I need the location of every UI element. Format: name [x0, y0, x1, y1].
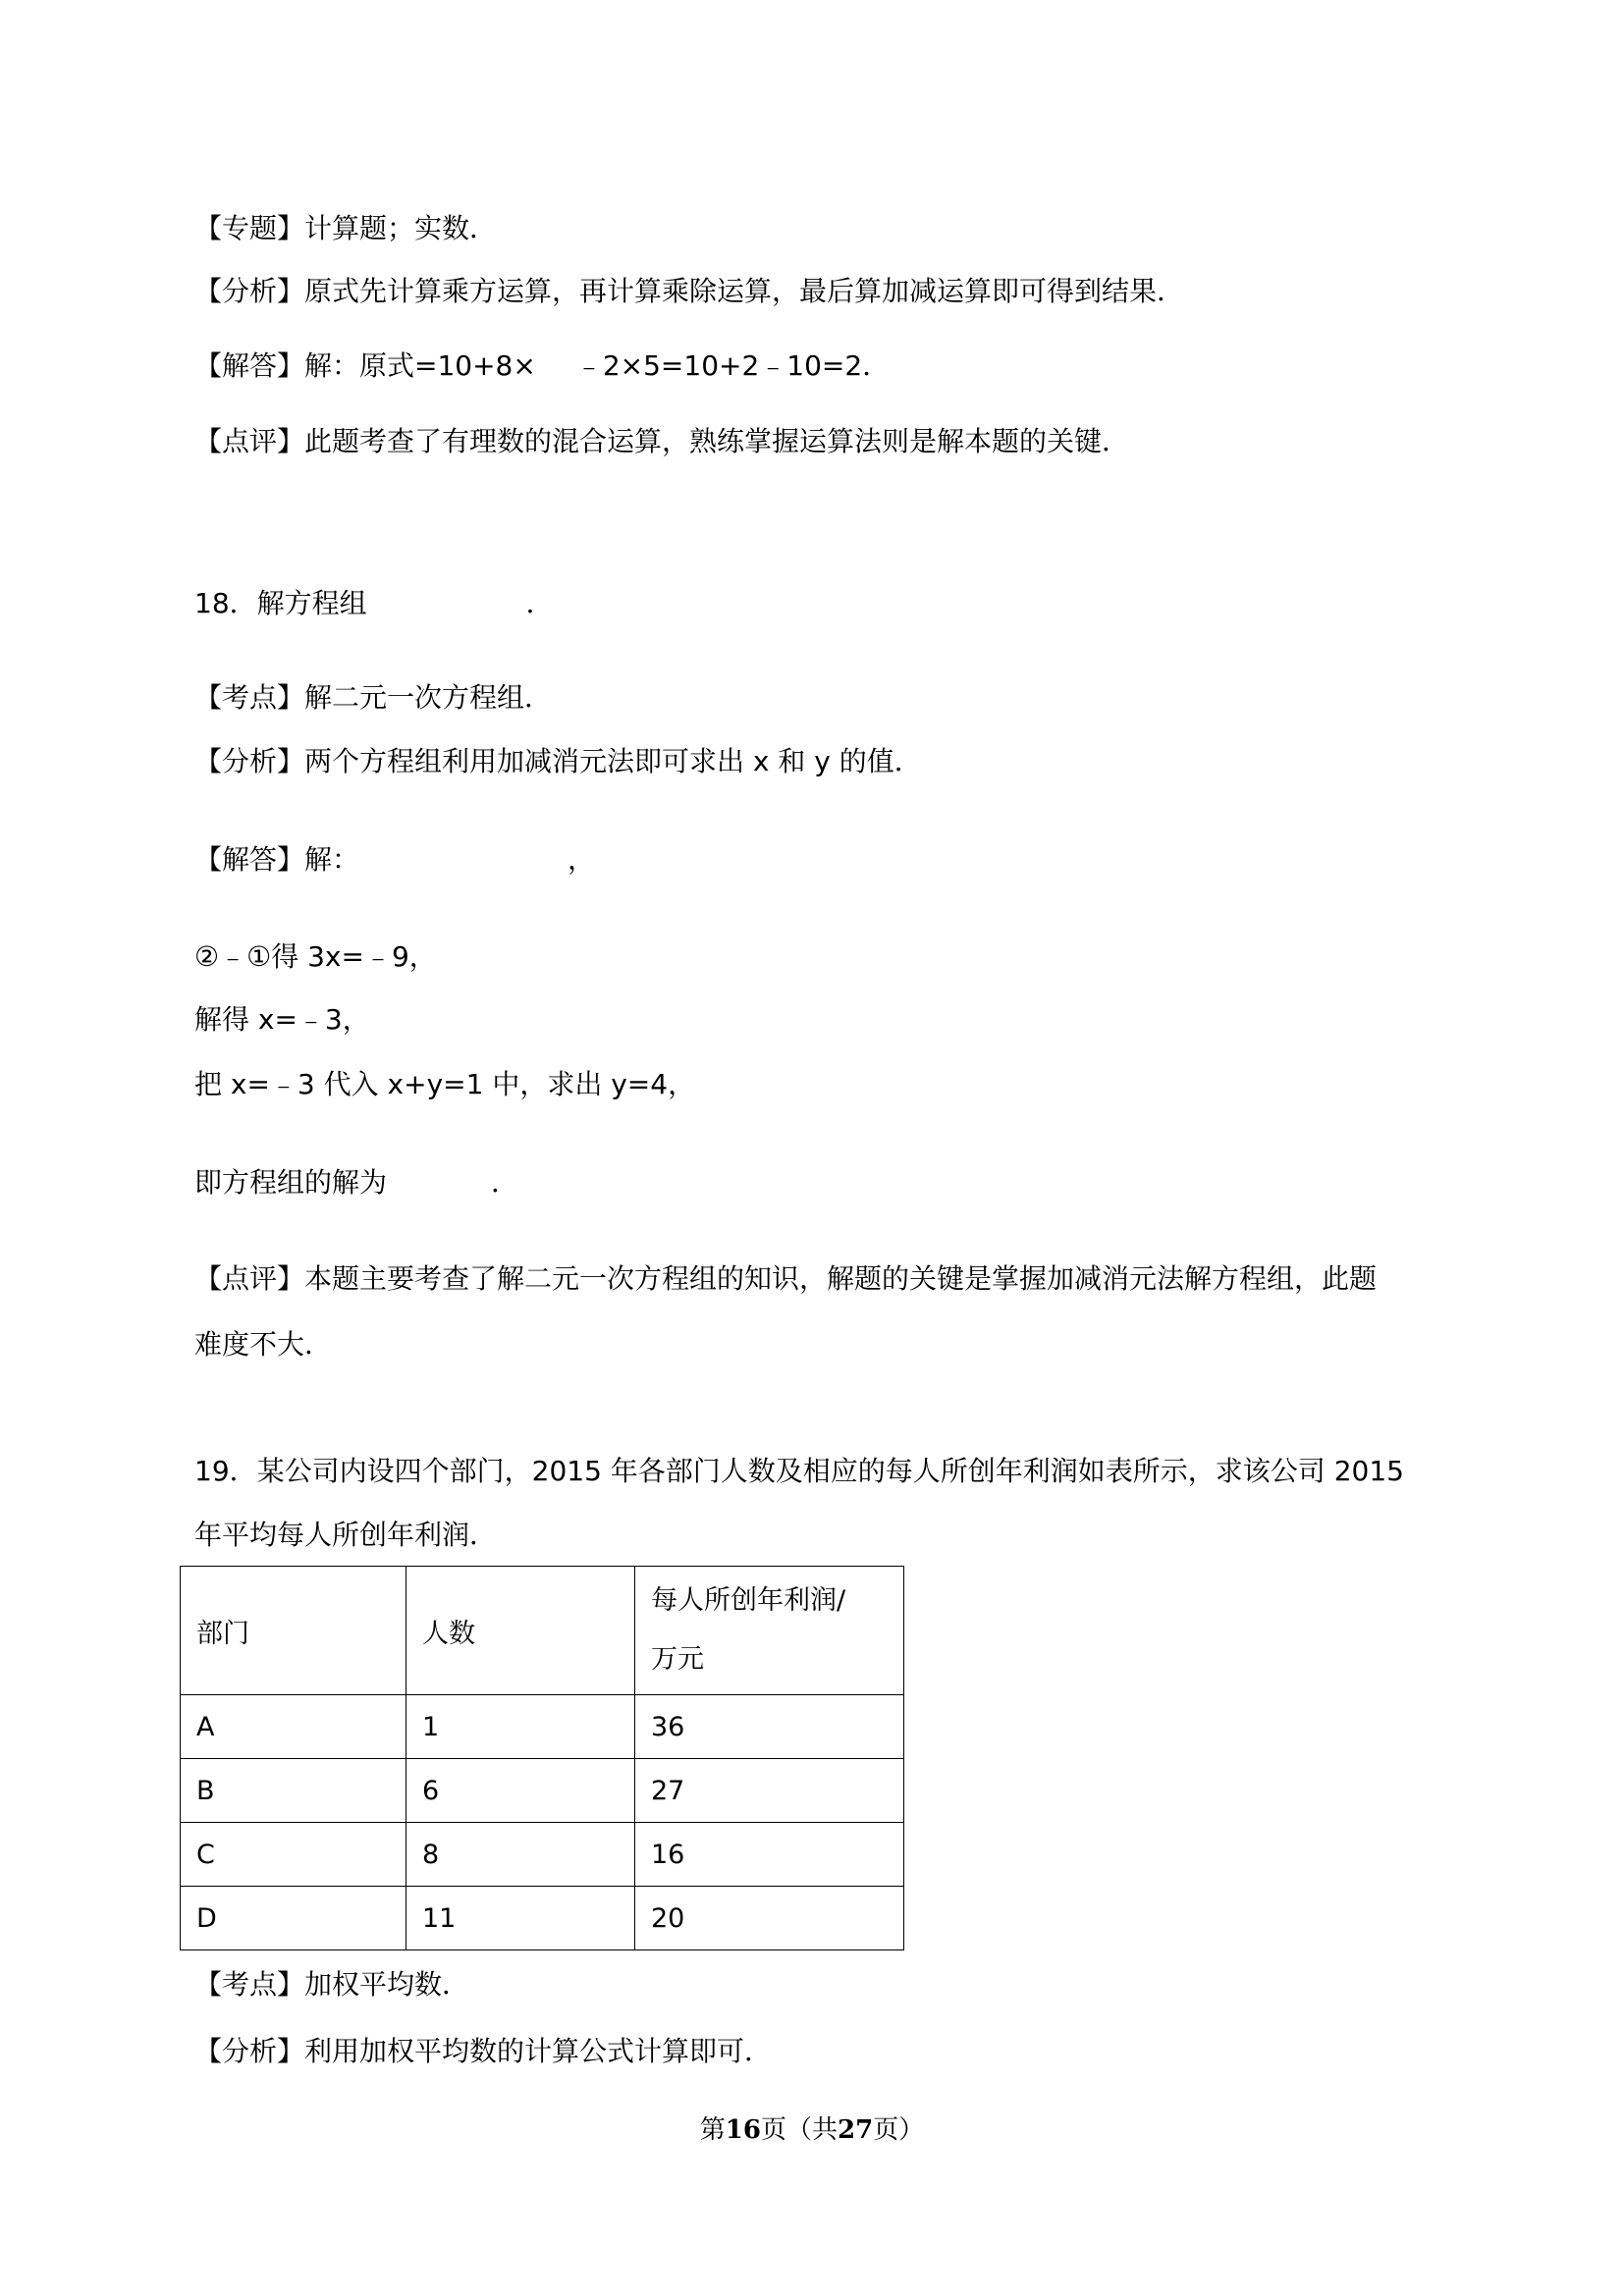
q19-analysis: 【分析】利用加权平均数的计算公式计算即可． [194, 2035, 773, 2067]
footer-suffix: 页） [873, 2115, 925, 2145]
q17-answer-part1: 【解答】解：原式=10+8× [194, 349, 536, 382]
table-row [181, 1823, 904, 1887]
cell-headcount: 8 [406, 1823, 635, 1887]
q18-analysis: 【分析】两个方程组利用加减消元法即可求出 x 和 y 的值． [194, 745, 922, 777]
cell-headcount: 6 [406, 1759, 635, 1823]
cell-department: B [181, 1759, 406, 1823]
q19-point: 【考点】加权平均数． [194, 1968, 470, 2001]
page-footer [0, 2112, 1624, 2148]
q17-answer-part2: ﹣2×5=10+2﹣10=2． [574, 349, 891, 382]
q18-question-end: ． [525, 587, 554, 619]
q17-answer [194, 348, 890, 384]
table-row [181, 1887, 904, 1950]
q19-question-line1: 19．某公司内设四个部门，2015 年各部门人数及相应的每人所创年利润如表所示，求该公司 2015 [194, 1455, 1404, 1487]
cell-profit: 20 [635, 1887, 904, 1950]
cell-profit: 16 [635, 1823, 904, 1887]
footer-page-number: 16 [725, 2115, 761, 2145]
header-profit-line1: 每人所创年利润/ [651, 1585, 846, 1616]
q17-review: 【点评】此题考查了有理数的混合运算，熟练掌握运算法则是解本题的关键． [194, 425, 1130, 457]
q18-conclusion-text: 即方程组的解为 [194, 1166, 388, 1199]
table-row [181, 1759, 904, 1823]
q19-question-line2: 年平均每人所创年利润． [194, 1519, 498, 1551]
cell-department: A [181, 1695, 406, 1759]
q18-answer-head [194, 842, 595, 878]
q18-answer-head-end: ， [568, 843, 596, 876]
cell-profit: 36 [635, 1695, 904, 1759]
header-profit-line2: 万元 [651, 1644, 704, 1675]
header-department: 部门 [181, 1567, 406, 1695]
table-header-row [181, 1567, 904, 1695]
header-profit-per-person [635, 1567, 904, 1695]
q18-conclusion-end: ． [491, 1166, 519, 1199]
footer-middle: 页（共 [760, 2115, 838, 2145]
q18-point: 【考点】解二元一次方程组． [194, 681, 553, 714]
q18-question [194, 586, 554, 621]
table-row [181, 1695, 904, 1759]
q17-analysis: 【分析】原式先计算乘方运算，再计算乘除运算，最后算加减运算即可得到结果． [194, 275, 1185, 307]
q18-conclusion [194, 1165, 518, 1201]
q18-answer-head-text: 【解答】解： [194, 843, 360, 876]
footer-total-pages: 27 [838, 2115, 874, 2145]
profit-table [180, 1566, 904, 1950]
q18-step3: 把 x=﹣3 代入 x+y=1 中，求出 y=4， [194, 1068, 696, 1100]
q18-step2: 解得 x=﹣3， [194, 1003, 370, 1036]
cell-department: C [181, 1823, 406, 1887]
cell-headcount: 1 [406, 1695, 635, 1759]
cell-headcount: 11 [406, 1887, 635, 1950]
q17-topic: 【专题】计算题；实数． [194, 212, 498, 244]
q18-review-line2: 难度不大． [194, 1328, 333, 1361]
q18-question-text: 18．解方程组 [194, 587, 367, 619]
cell-profit: 27 [635, 1759, 904, 1823]
q18-step1: ②﹣①得 3x=﹣9， [194, 940, 437, 973]
cell-department: D [181, 1887, 406, 1950]
footer-prefix: 第 [699, 2115, 726, 2145]
header-headcount: 人数 [406, 1567, 635, 1695]
q18-review-line1: 【点评】本题主要考查了解二元一次方程组的知识，解题的关键是掌握加减消元法解方程组，此题 [194, 1262, 1378, 1295]
